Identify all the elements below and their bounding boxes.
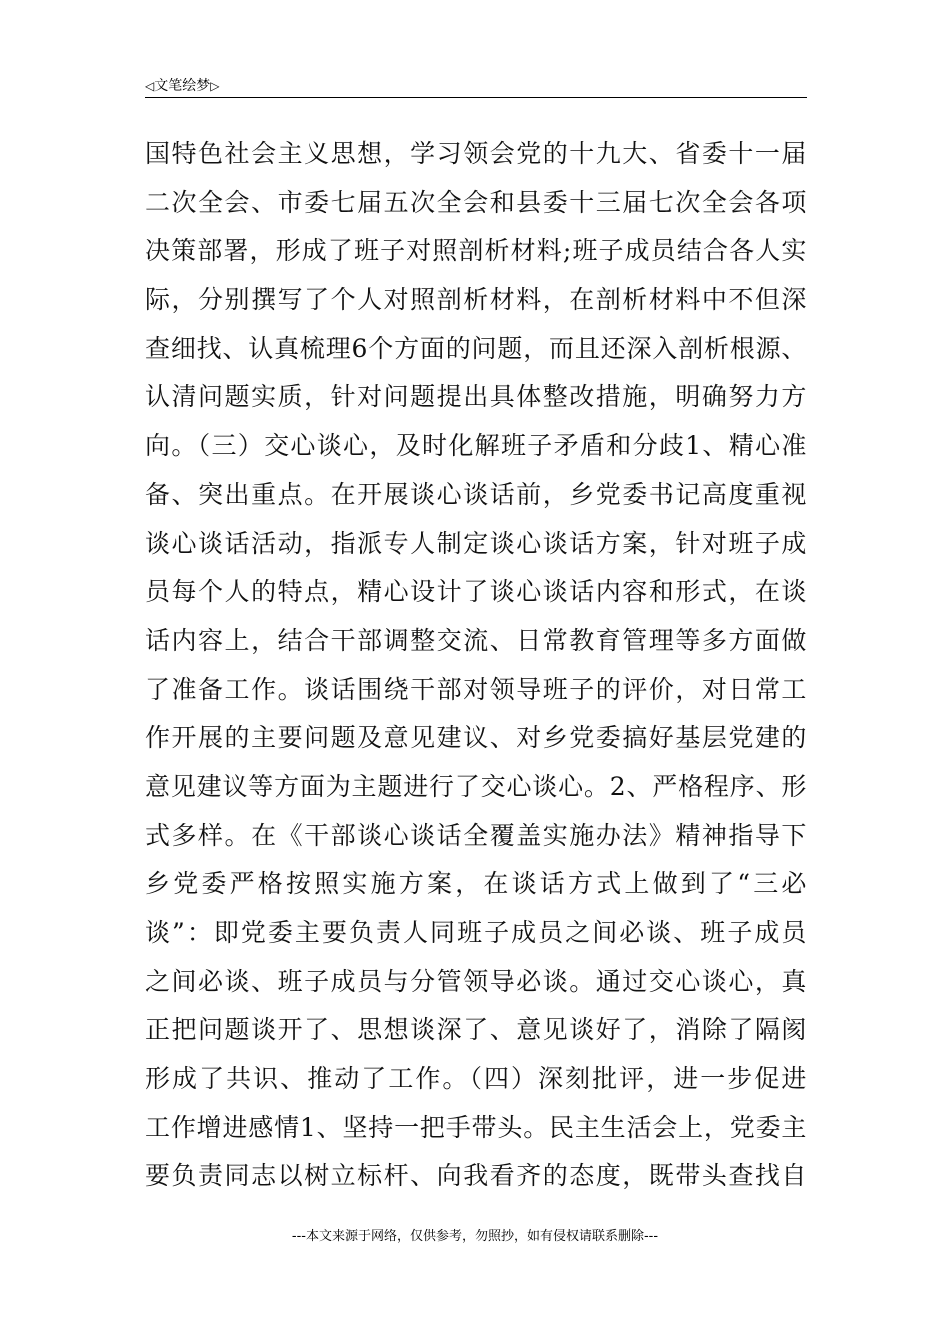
text-line: 谈心谈话活动，指派专人制定谈心谈话方案，针对班子成 <box>145 528 807 558</box>
left-triangle-icon: ◁ <box>145 79 155 93</box>
text-line: 意见建议等方面为主题进行了交心谈心。2、严格程序、形 <box>145 771 807 801</box>
header-title: 文笔绘梦 <box>154 78 211 94</box>
text-line: 国特色社会主义思想，学习领会党的十九大、省委十一届 <box>145 139 807 168</box>
header-brand <box>145 78 219 94</box>
text-line: 员每个人的特点，精心设计了谈心谈话内容和形式，在谈 <box>145 577 807 607</box>
text-line: 向。（三）交心谈心，及时化解班子矛盾和分歧1、精心准 <box>145 431 807 461</box>
text-line: 认清问题实质，针对问题提出具体整改措施，明确努力方 <box>145 382 807 412</box>
text-line: 要负责同志以树立标杆、向我看齐的态度，既带头查找自 <box>145 1161 807 1191</box>
text-line: 工作增进感情1、坚持一把手带头。民主生活会上，党委主 <box>145 1112 807 1142</box>
body-paragraph <box>145 130 807 1201</box>
text-line: 乡党委严格按照实施方案，在谈话方式上做到了“三必 <box>145 869 807 899</box>
text-line: 式多样。在《干部谈心谈话全覆盖实施办法》精神指导下 <box>145 820 807 850</box>
text-line: 际，分别撰写了个人对照剖析材料，在剖析材料中不但深 <box>145 285 807 315</box>
text-line: 作开展的主要问题及意见建议、对乡党委搞好基层党建的 <box>145 723 807 753</box>
footer-disclaimer: ---本文来源于网络，仅供参考，勿照抄，如有侵权请联系删除--- <box>291 1229 659 1244</box>
text-line: 谈”：即党委主要负责人同班子成员之间必谈、班子成员 <box>145 918 807 947</box>
text-line: 了准备工作。谈话围绕干部对领导班子的评价，对日常工 <box>145 674 807 704</box>
text-line: 正把问题谈开了、思想谈深了、意见谈好了，消除了隔阂 <box>145 1015 807 1045</box>
text-line: 形成了共识、推动了工作。（四）深刻批评，进一步促进 <box>145 1064 807 1094</box>
text-line: 二次全会、市委七届五次全会和县委十三届七次全会各项 <box>145 187 807 217</box>
text-line: 话内容上，结合干部调整交流、日常教育管理等多方面做 <box>145 625 807 655</box>
text-line: 之间必谈、班子成员与分管领导必谈。通过交心谈心，真 <box>145 966 807 996</box>
text-line: 决策部署，形成了班子对照剖析材料;班子成员结合各人实 <box>145 236 807 266</box>
page-header <box>145 75 807 98</box>
text-line: 查细找、认真梳理6个方面的问题，而且还深入剖析根源、 <box>145 333 807 363</box>
right-triangle-icon: ▷ <box>210 79 220 93</box>
text-line: 备、突出重点。在开展谈心谈话前，乡党委书记高度重视 <box>145 479 807 509</box>
